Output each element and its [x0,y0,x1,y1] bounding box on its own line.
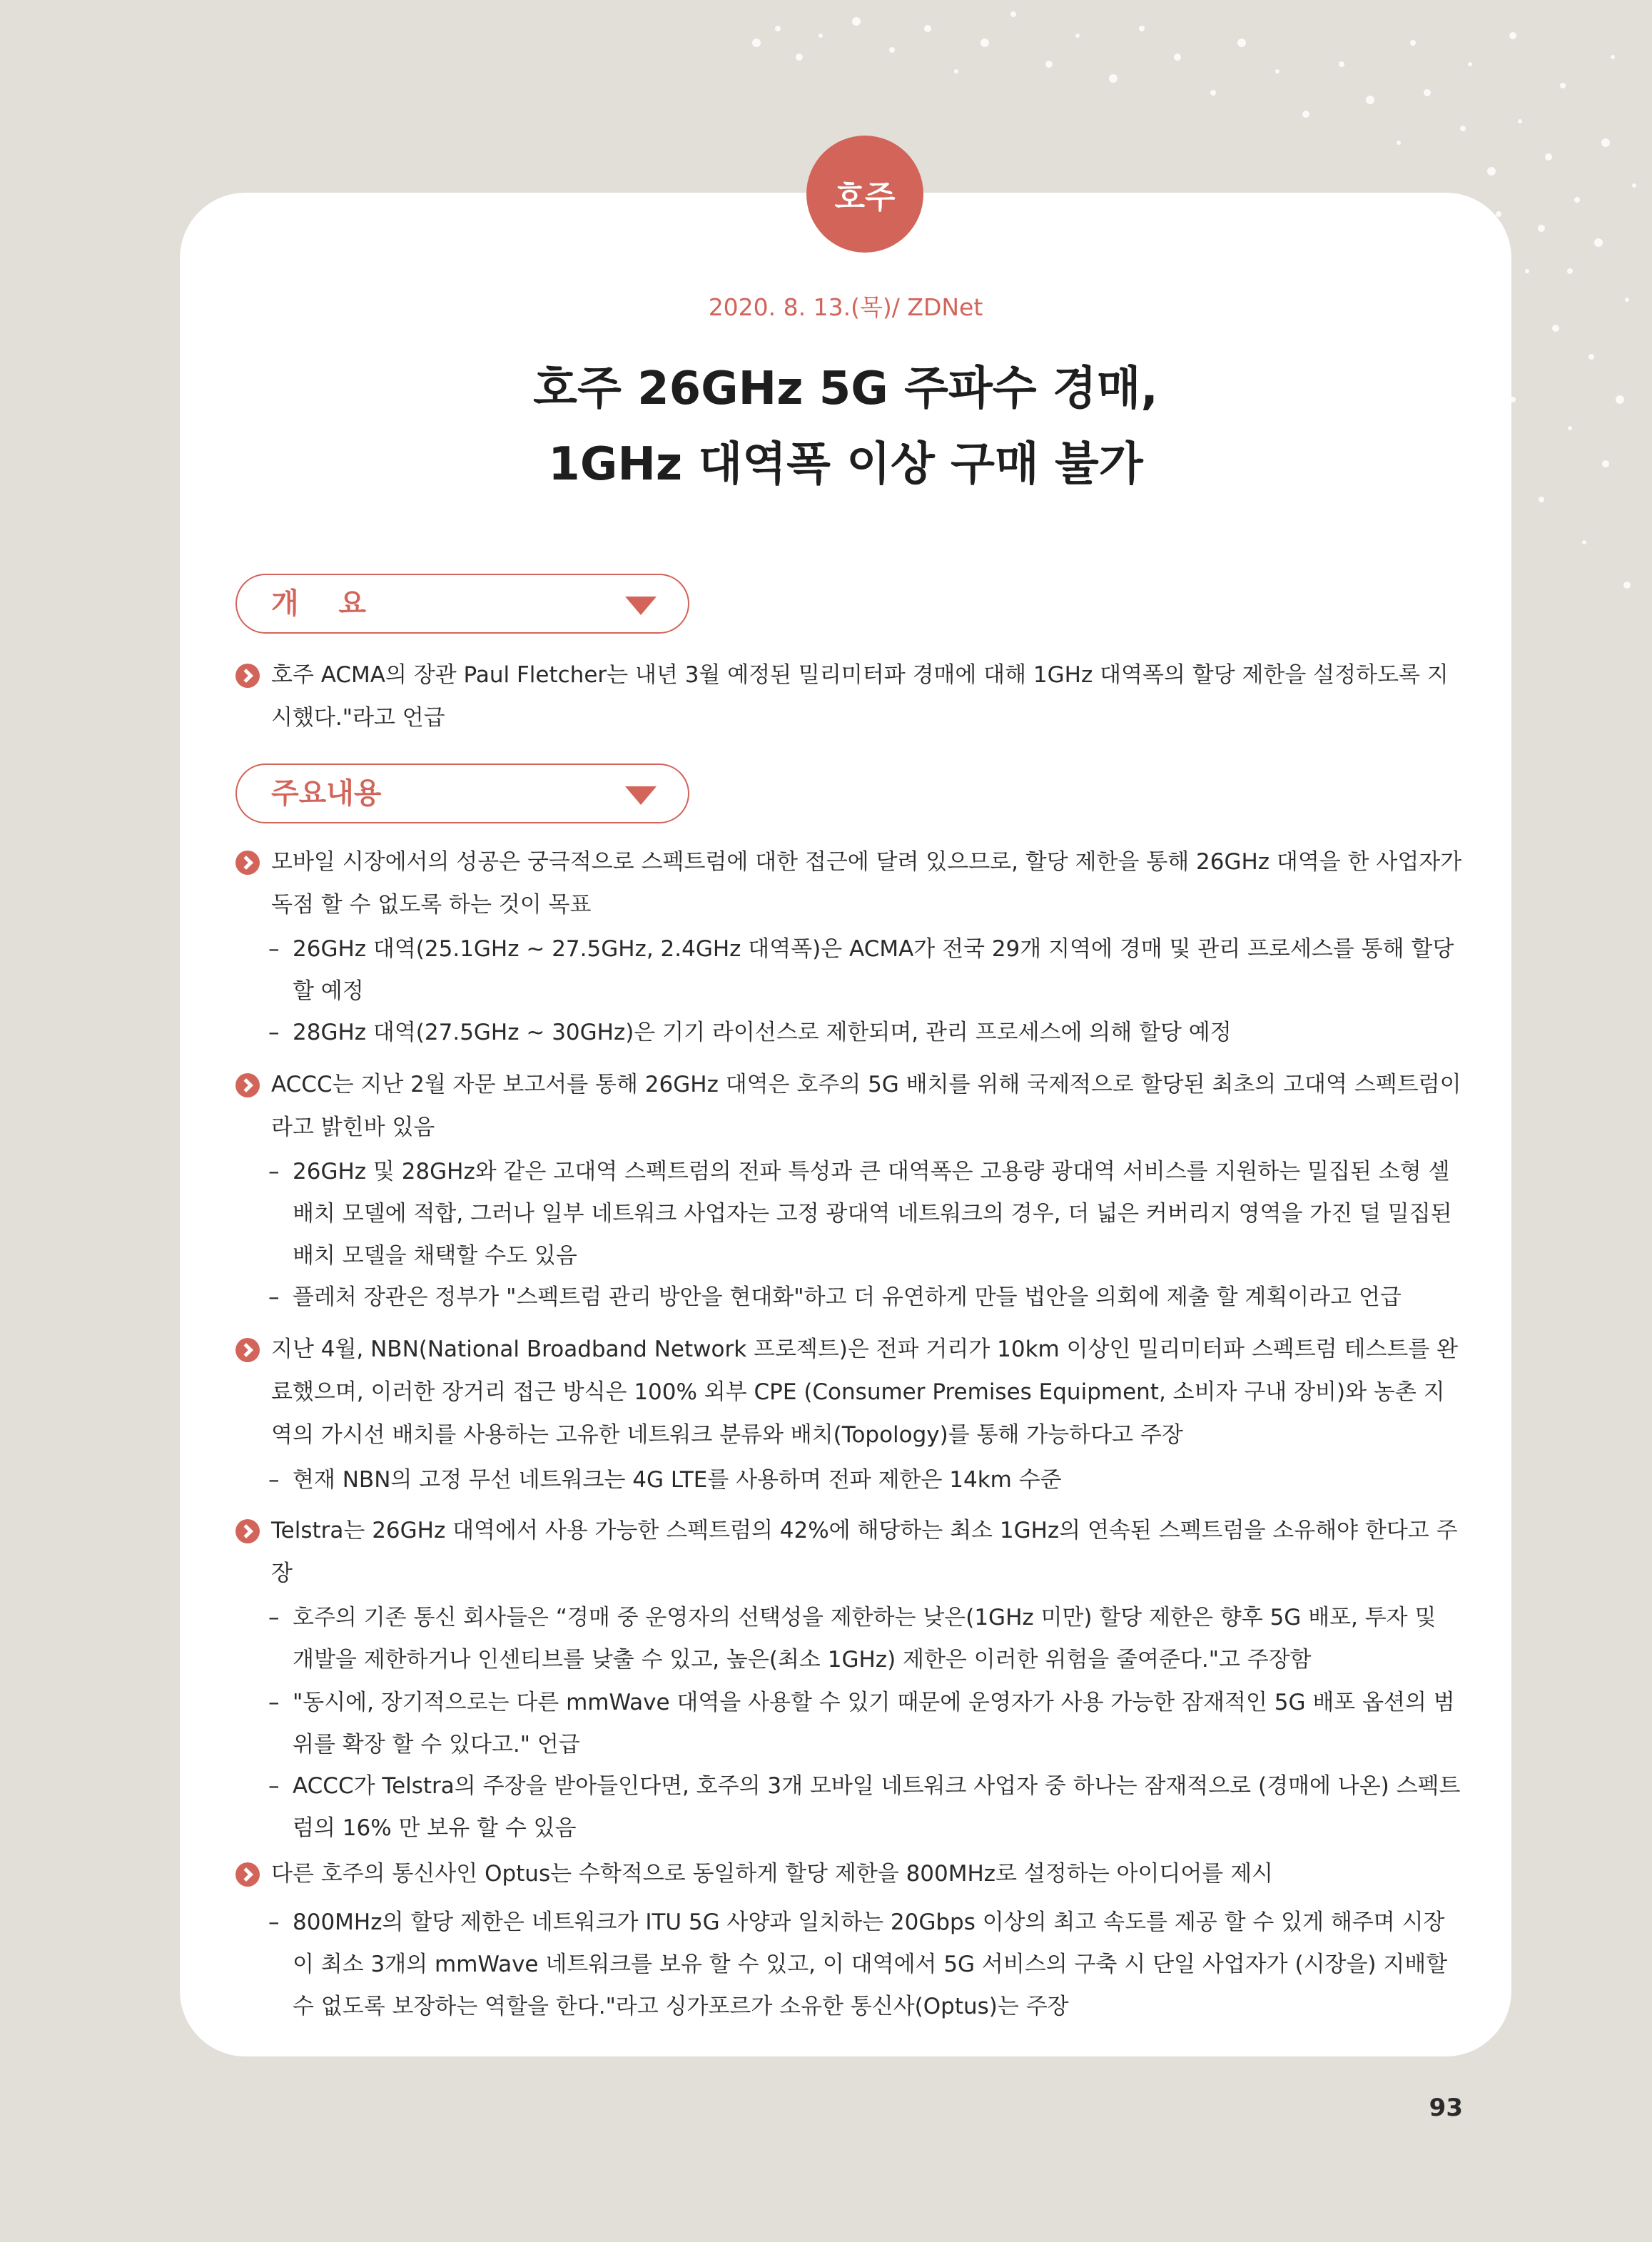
main-bullet-1-sub-2: – 28GHz 대역(27.5GHz ~ 30GHz)은 기기 라이선스로 제한되며, 관리 프로세스에 의해 할당 예정 [268,1020,1232,1045]
main-bullet-3: 지난 4월, NBN(National Broadband Network 프로젝트)은 전파 거리가 10km 이상인 밀리미터파 스펙트럼 테스트를 완료했으며, 이러한 장거리 접근 방식은 100% 외부 CPE (Consumer Premises Equipment, 소비자 구내 장비)와 농촌 지역의 가시선 배치를 사용하는 고유한 네트워크 분류와 배치(Topology)를 통해 가능하다고 주장 [235,1328,1463,1456]
section-overview-label: 개 요 [271,587,366,620]
chevron-down-icon [625,786,657,805]
bullet-arrow-icon [235,1073,260,1097]
chevron-down-icon [625,597,657,615]
bullet-arrow-icon [235,664,260,688]
section-overview-header[interactable] [235,574,689,634]
date-source: 2020. 8. 13.(목)/ ZDNet [708,293,983,321]
main-bullet-2: ACCC는 지난 2월 자문 보고서를 통해 26GHz 대역은 호주의 5G 배치를 위해 국제적으로 할당된 최초의 고대역 스펙트럼이라고 밝힌바 있음 [235,1063,1463,1149]
main-bullet-1: 모바일 시장에서의 성공은 궁극적으로 스펙트럼에 대한 접근에 달려 있으므로, 할당 제한을 통해 26GHz 대역을 한 사업자가 독점 할 수 없도록 하는 것이 목표 [235,841,1463,926]
section-main-label: 주요내용 [271,777,382,810]
main-bullet-5: 다른 호주의 통신사인 Optus는 수학적으로 동일하게 할당 제한을 800MHz로 설정하는 아이디어를 제시 [235,1852,1463,1895]
main-bullet-3-sub-1: – 현재 NBN의 고정 무선 네트워크는 4G LTE를 사용하며 전파 제한은 14km 수준 [268,1467,1062,1493]
bullet-arrow-icon [235,1519,260,1543]
overview-bullet: 호주 ACMA의 장관 Paul Fletcher는 내년 3월 예정된 밀리미터파 경매에 대해 1GHz 대역폭의 할당 제한을 설정하도록 지시했다."라고 언급 [235,654,1463,739]
main-bullet-2-sub-2: – 플레처 장관은 정부가 "스펙트럼 관리 방안을 현대화"하고 더 유연하게 만들 법안을 의회에 제출 할 계획이라고 언급 [268,1284,1402,1310]
title-line-2: 1GHz 대역폭 이상 구매 불가 [548,438,1143,491]
main-bullet-5-sub-1: – 800MHz의 할당 제한은 네트워크가 ITU 5G 사양과 일치하는 20Gbps 이상의 최고 속도를 제공 할 수 있게 해주며 시장이 최소 3개의 mmWave 네트워크를 보유 할 수 있고, 이 대역에서 5G 서비스의 구축 시 단일 사업자가 (시장을) 지배할 수 없도록 보장하는 역할을 한다."라고 싱가포르가 소유한 통신사(Optus)는 주장 [268,1909,1448,2019]
article-title [180,351,1511,502]
main-bullet-4-sub-1: – 호주의 기존 통신 회사들은 “경매 중 운영자의 선택성을 제한하는 낮은(1GHz 미만) 할당 제한은 향후 5G 배포, 투자 및 개발을 제한하거나 인센티브를 낮출 수 있고, 높은(최소 1GHz) 제한은 이러한 위험을 줄여준다."고 주장함 [268,1605,1436,1673]
bullet-arrow-icon [235,1862,260,1887]
section-main-header[interactable] [235,764,689,823]
main-bullet-1-sub-1: – 26GHz 대역(25.1GHz ~ 27.5GHz, 2.4GHz 대역폭)은 ACMA가 전국 29개 지역에 경매 및 관리 프로세스를 통해 할당할 예정 [268,936,1454,1004]
region-badge: 호주 [806,136,923,253]
title-line-1: 호주 26GHz 5G 주파수 경매, [533,362,1158,415]
main-bullet-4-sub-3: – ACCC가 Telstra의 주장을 받아들인다면, 호주의 3개 모바일 네트워크 사업자 중 하나는 잠재적으로 (경매에 나온) 스펙트럼의 16% 만 보유 할 수 있음 [268,1773,1461,1841]
bullet-arrow-icon [235,1338,260,1362]
bullet-arrow-icon [235,851,260,875]
main-bullet-4: Telstra는 26GHz 대역에서 사용 가능한 스펙트럼의 42%에 해당하는 최소 1GHz의 연속된 스펙트럼을 소유해야 한다고 주장 [235,1509,1463,1595]
main-bullet-2-sub-1: – 26GHz 및 28GHz와 같은 고대역 스펙트럼의 전파 특성과 큰 대역폭은 고용량 광대역 서비스를 지원하는 밀집된 소형 셀 배치 모델에 적합, 그러나 일부 네트워크 사업자는 고정 광대역 네트워크의 경우, 더 넓은 커버리지 영역을 가진 덜 밀집된 배치 모델을 채택할 수도 있음 [268,1159,1452,1269]
page-number: 93 [1429,2094,1463,2122]
main-bullet-4-sub-2: – "동시에, 장기적으로는 다른 mmWave 대역을 사용할 수 있기 때문에 운영자가 사용 가능한 잠재적인 5G 배포 옵션의 범위를 확장 할 수 있다고." 언급 [268,1690,1455,1757]
